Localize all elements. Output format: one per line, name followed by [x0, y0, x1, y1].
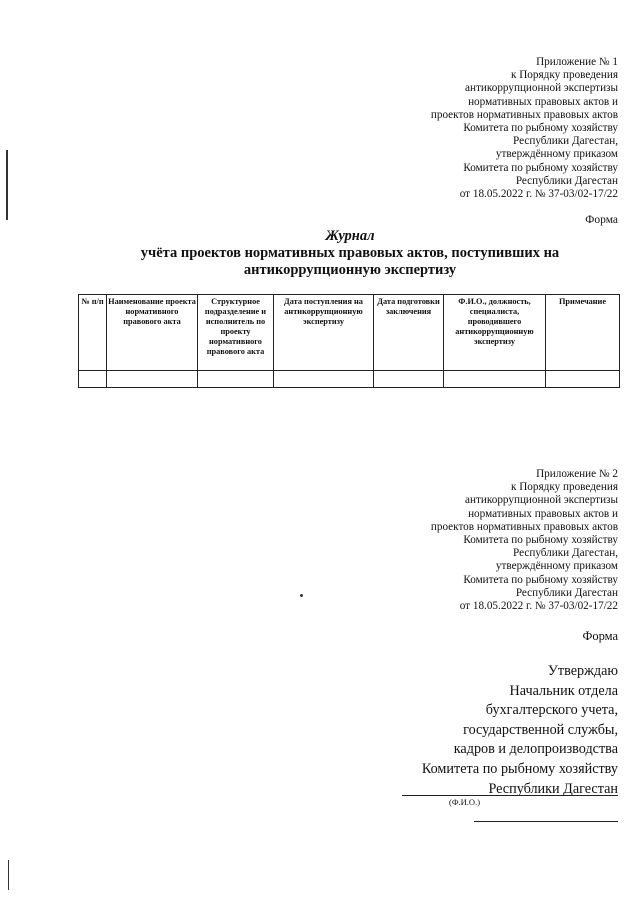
- forma-label: Форма: [582, 629, 618, 643]
- scan-edge-mark: [8, 860, 9, 890]
- appendix-1-line: Комитета по рыбному хозяйству: [463, 161, 618, 174]
- appendix-1-line: к Порядку проведения: [511, 69, 618, 82]
- journal-subtitle: антикоррупционную экспертизу: [243, 262, 457, 278]
- appendix-1-line: от 18.05.2022 г. № 37-03/02-17/22: [459, 188, 618, 201]
- table-row: [79, 371, 620, 388]
- table-cell: [79, 371, 107, 388]
- appendix-2-line: утверждённому приказом: [495, 560, 618, 573]
- approval-block: [422, 662, 618, 799]
- table-header-cell: Наименование проекта нормативного правового акта: [107, 295, 198, 371]
- table-header-cell: № п/п: [79, 295, 107, 371]
- table-cell: [274, 371, 374, 388]
- table-header-cell: Дата поступления на антикоррупционную экспертизу: [274, 295, 374, 371]
- table-cell: [374, 371, 444, 388]
- forma-label: Форма: [585, 214, 618, 226]
- appendix-1-header: [431, 56, 618, 201]
- journal-title: [80, 228, 620, 279]
- table-header-cell: Ф.И.О., должность, специалиста, проводившего антикоррупционную экспертизу: [444, 295, 546, 371]
- appendix-2-header: [431, 468, 618, 613]
- table-cell: [198, 371, 274, 388]
- fio-caption: (Ф.И.О.): [449, 797, 481, 807]
- table-cell: [444, 371, 546, 388]
- approval-line: Комитета по рыбному хозяйству: [421, 760, 618, 777]
- approval-line: бухгалтерского учета,: [485, 702, 618, 719]
- appendix-1-line: Республики Дагестан: [515, 174, 618, 187]
- appendix-2-line: Комитета по рыбному хозяйству: [463, 534, 618, 547]
- appendix-2-line: Комитета по рыбному хозяйству: [463, 573, 618, 586]
- table-header-cell: Структурное подразделение и исполнитель по проекту нормативного правового акта: [198, 295, 274, 371]
- appendix-1-line: проектов нормативных правовых актов: [430, 108, 618, 121]
- appendix-2-line: проектов нормативных правовых актов: [430, 520, 618, 533]
- appendix-1-line: Комитета по рыбному хозяйству: [463, 122, 618, 135]
- approval-line: кадров и делопроизводства: [453, 741, 618, 758]
- approval-line: Начальник отдела: [509, 682, 618, 699]
- approval-line: Республики Дагестан: [488, 780, 618, 797]
- appendix-2-line: нормативных правовых актов и: [468, 507, 618, 520]
- table-header-cell: Дата подготовки заключения: [374, 295, 444, 371]
- approval-line: государственной службы,: [463, 721, 618, 738]
- appendix-1-line: утверждённому приказом: [495, 148, 618, 161]
- approval-line: Утверждаю: [547, 663, 618, 679]
- table-header-cell: Примечание: [546, 295, 620, 371]
- date-line: [474, 821, 618, 822]
- table-cell: [546, 371, 620, 388]
- signature-line: [402, 795, 618, 796]
- appendix-1-line: Приложение № 1: [536, 56, 618, 68]
- appendix-1-line: Республики Дагестан,: [513, 135, 618, 148]
- scan-edge-mark: [6, 150, 8, 220]
- appendix-1-line: нормативных правовых актов и: [468, 95, 618, 108]
- appendix-2-line: Республики Дагестан,: [513, 547, 618, 560]
- journal-table: [78, 294, 620, 388]
- appendix-2-line: Приложение № 2: [536, 468, 618, 480]
- appendix-2-line: к Порядку проведения: [511, 481, 618, 494]
- appendix-1-line: антикоррупционной экспертизы: [465, 82, 618, 95]
- journal-subtitle: учёта проектов нормативных правовых актов, поступивших на: [140, 245, 560, 261]
- appendix-2-line: антикоррупционной экспертизы: [465, 494, 618, 507]
- journal-title-main: Журнал: [325, 228, 375, 244]
- appendix-2-line: Республики Дагестан: [515, 586, 618, 599]
- scan-speck: [300, 594, 303, 597]
- table-cell: [107, 371, 198, 388]
- appendix-2-line: от 18.05.2022 г. № 37-03/02-17/22: [459, 600, 618, 613]
